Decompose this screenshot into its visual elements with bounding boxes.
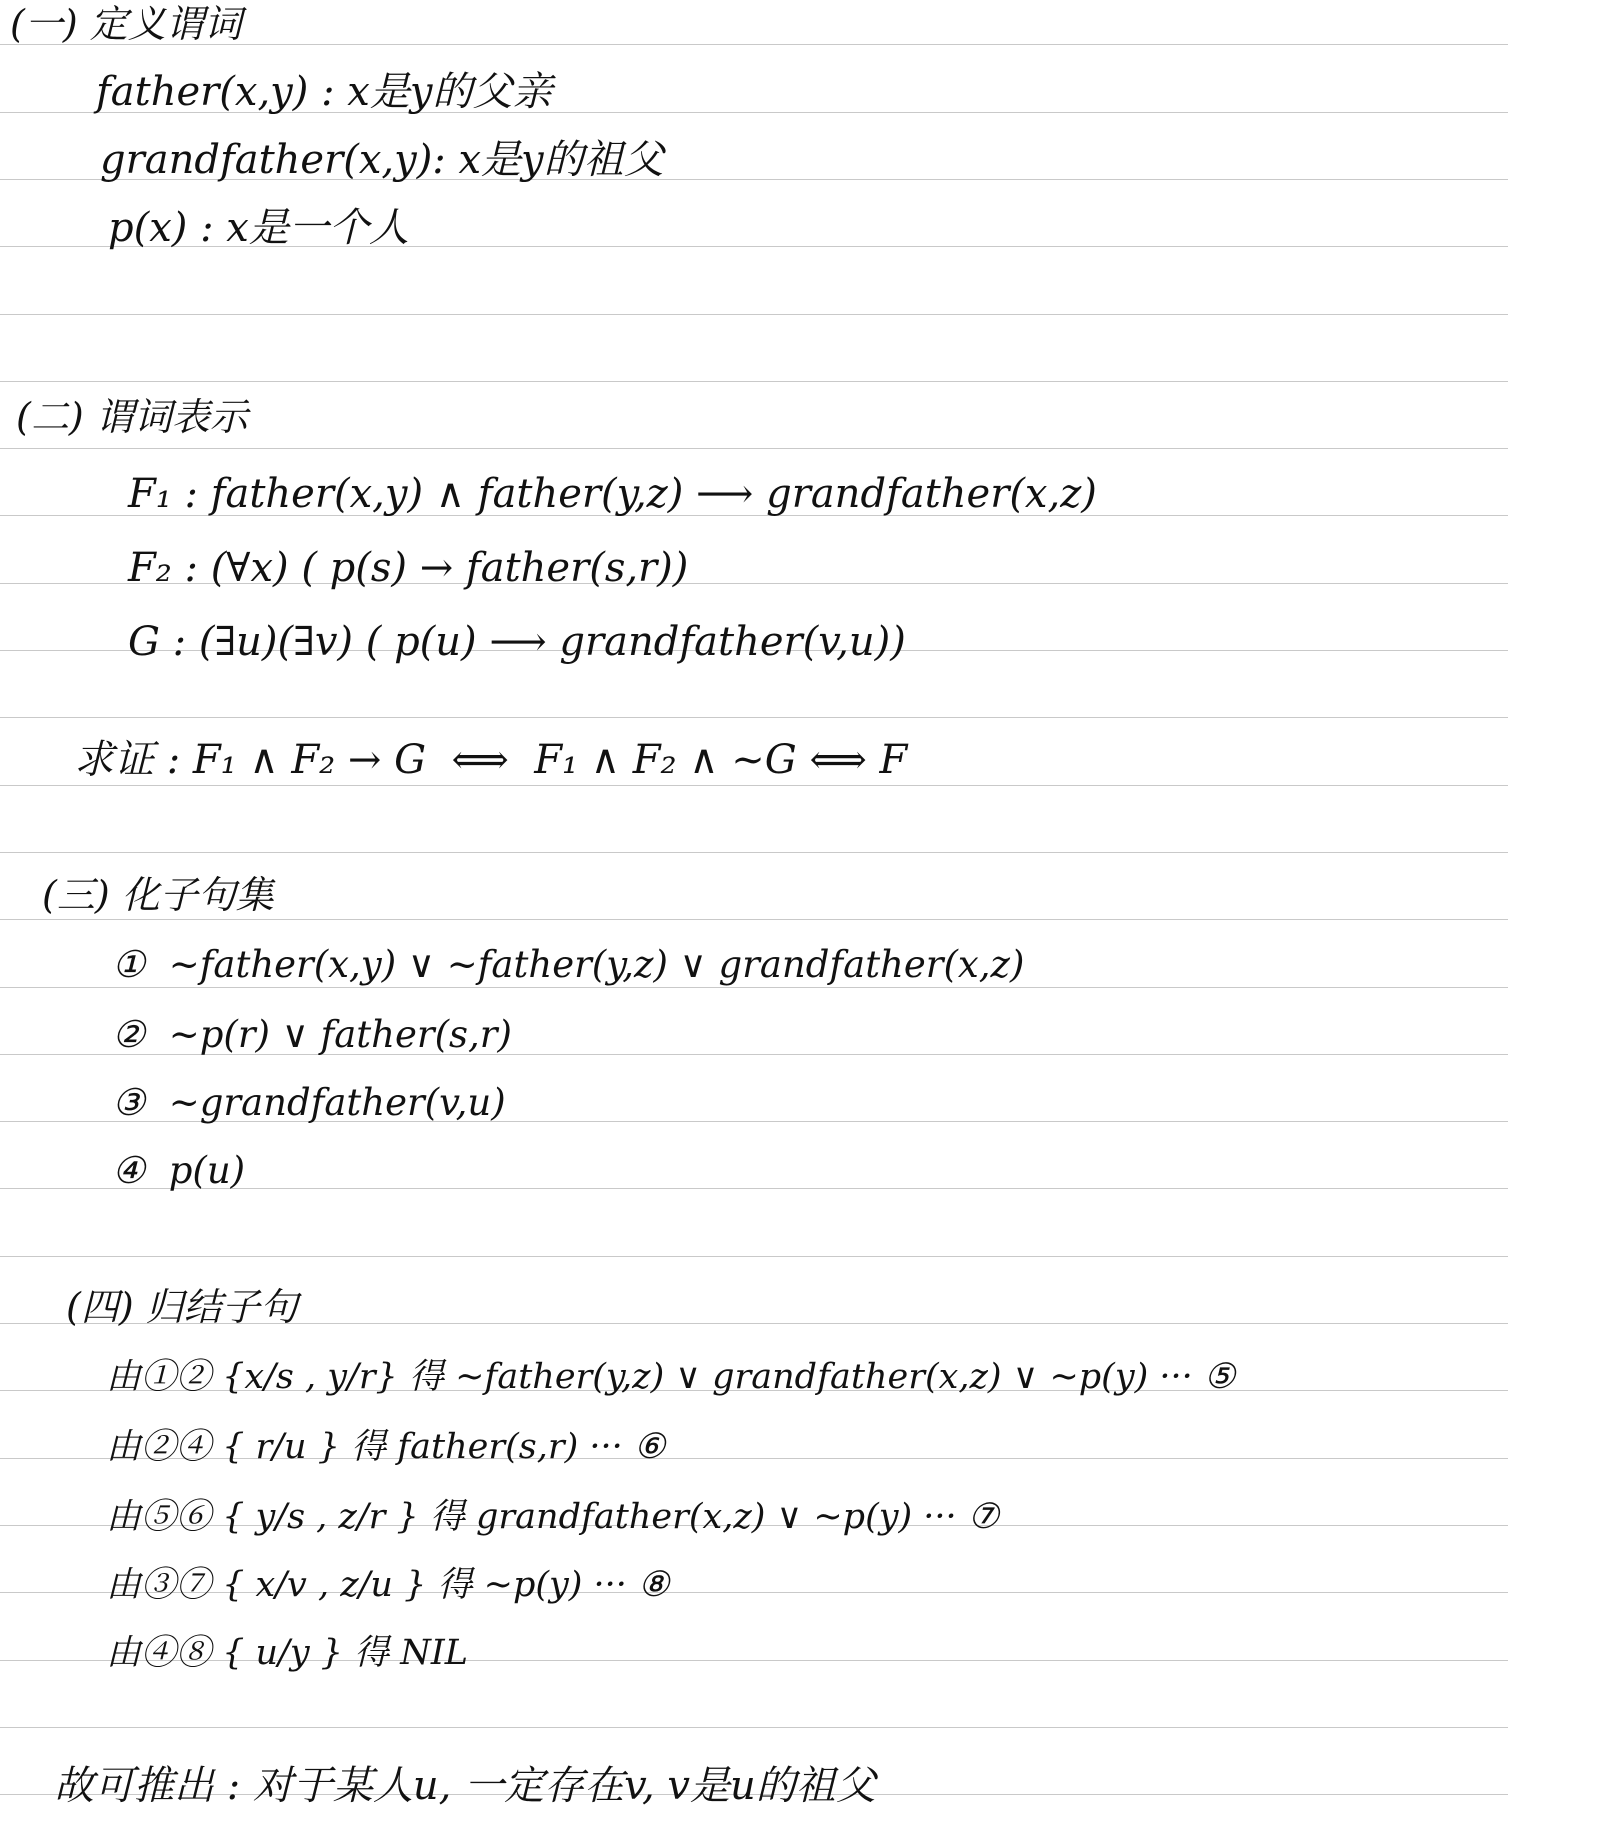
ruled-line: [0, 852, 1508, 853]
section1-line-3: p(x) : x是一个人: [108, 205, 409, 251]
ruled-line: [0, 448, 1508, 449]
resolution-step-6: 由②④ { r/u } 得 father(s,r) ··· ⑥: [106, 1427, 666, 1467]
section1-line-1: father(x,y) : x是y的父亲: [96, 69, 553, 115]
section2-formula-f1: F₁ : father(x,y) ∧ father(y,z) ⟶ grandfather(x,z): [128, 471, 1097, 517]
ruled-line: [0, 987, 1508, 988]
ruled-line: [0, 381, 1508, 382]
section3-heading: (三) 化子句集: [42, 873, 274, 917]
conclusion: 故可推出 : 对于某人u, 一定存在v, v是u的祖父: [54, 1763, 876, 1809]
resolution-step-7: 由⑤⑥ { y/s , z/r } 得 grandfather(x,z) ∨ ~p(y) ··· ⑦: [106, 1497, 1000, 1537]
resolution-step-5: 由①② {x/s , y/r} 得 ~father(y,z) ∨ grandfather(x,z) ∨ ~p(y) ··· ⑤: [106, 1357, 1236, 1397]
clause-4: ④ p(u): [112, 1149, 246, 1192]
clause-3: ③ ~grandfather(v,u): [112, 1081, 506, 1124]
section1-line-2: grandfather(x,y): x是y的祖父: [100, 137, 664, 183]
section1-heading: (一) 定义谓词: [10, 2, 242, 46]
clause-2: ② ~p(r) ∨ father(s,r): [112, 1013, 512, 1056]
ruled-line: [0, 717, 1508, 718]
resolution-step-8: 由③⑦ { x/v , z/u } 得 ~p(y) ··· ⑧: [106, 1565, 670, 1605]
section2-formula-g: G : (∃u)(∃v) ( p(u) ⟶ grandfather(v,u)): [128, 619, 906, 665]
ruled-line: [0, 314, 1508, 315]
section4-heading: (四) 归结子句: [66, 1285, 298, 1329]
ruled-line: [0, 1727, 1508, 1728]
clause-1: ① ~father(x,y) ∨ ~father(y,z) ∨ grandfather(x,z): [112, 943, 1025, 986]
section2-heading: (二) 谓词表示: [16, 395, 248, 439]
section2-formula-f2: F₂ : (∀x) ( p(s) → father(s,r)): [128, 545, 689, 591]
prove-statement: 求证 : F₁ ∧ F₂ → G ⟺ F₁ ∧ F₂ ∧ ~G ⟺ F: [74, 737, 908, 783]
resolution-step-nil: 由④⑧ { u/y } 得 NIL: [106, 1633, 468, 1673]
ruled-line: [0, 1256, 1508, 1257]
ruled-line: [0, 785, 1508, 786]
ruled-line: [0, 919, 1508, 920]
